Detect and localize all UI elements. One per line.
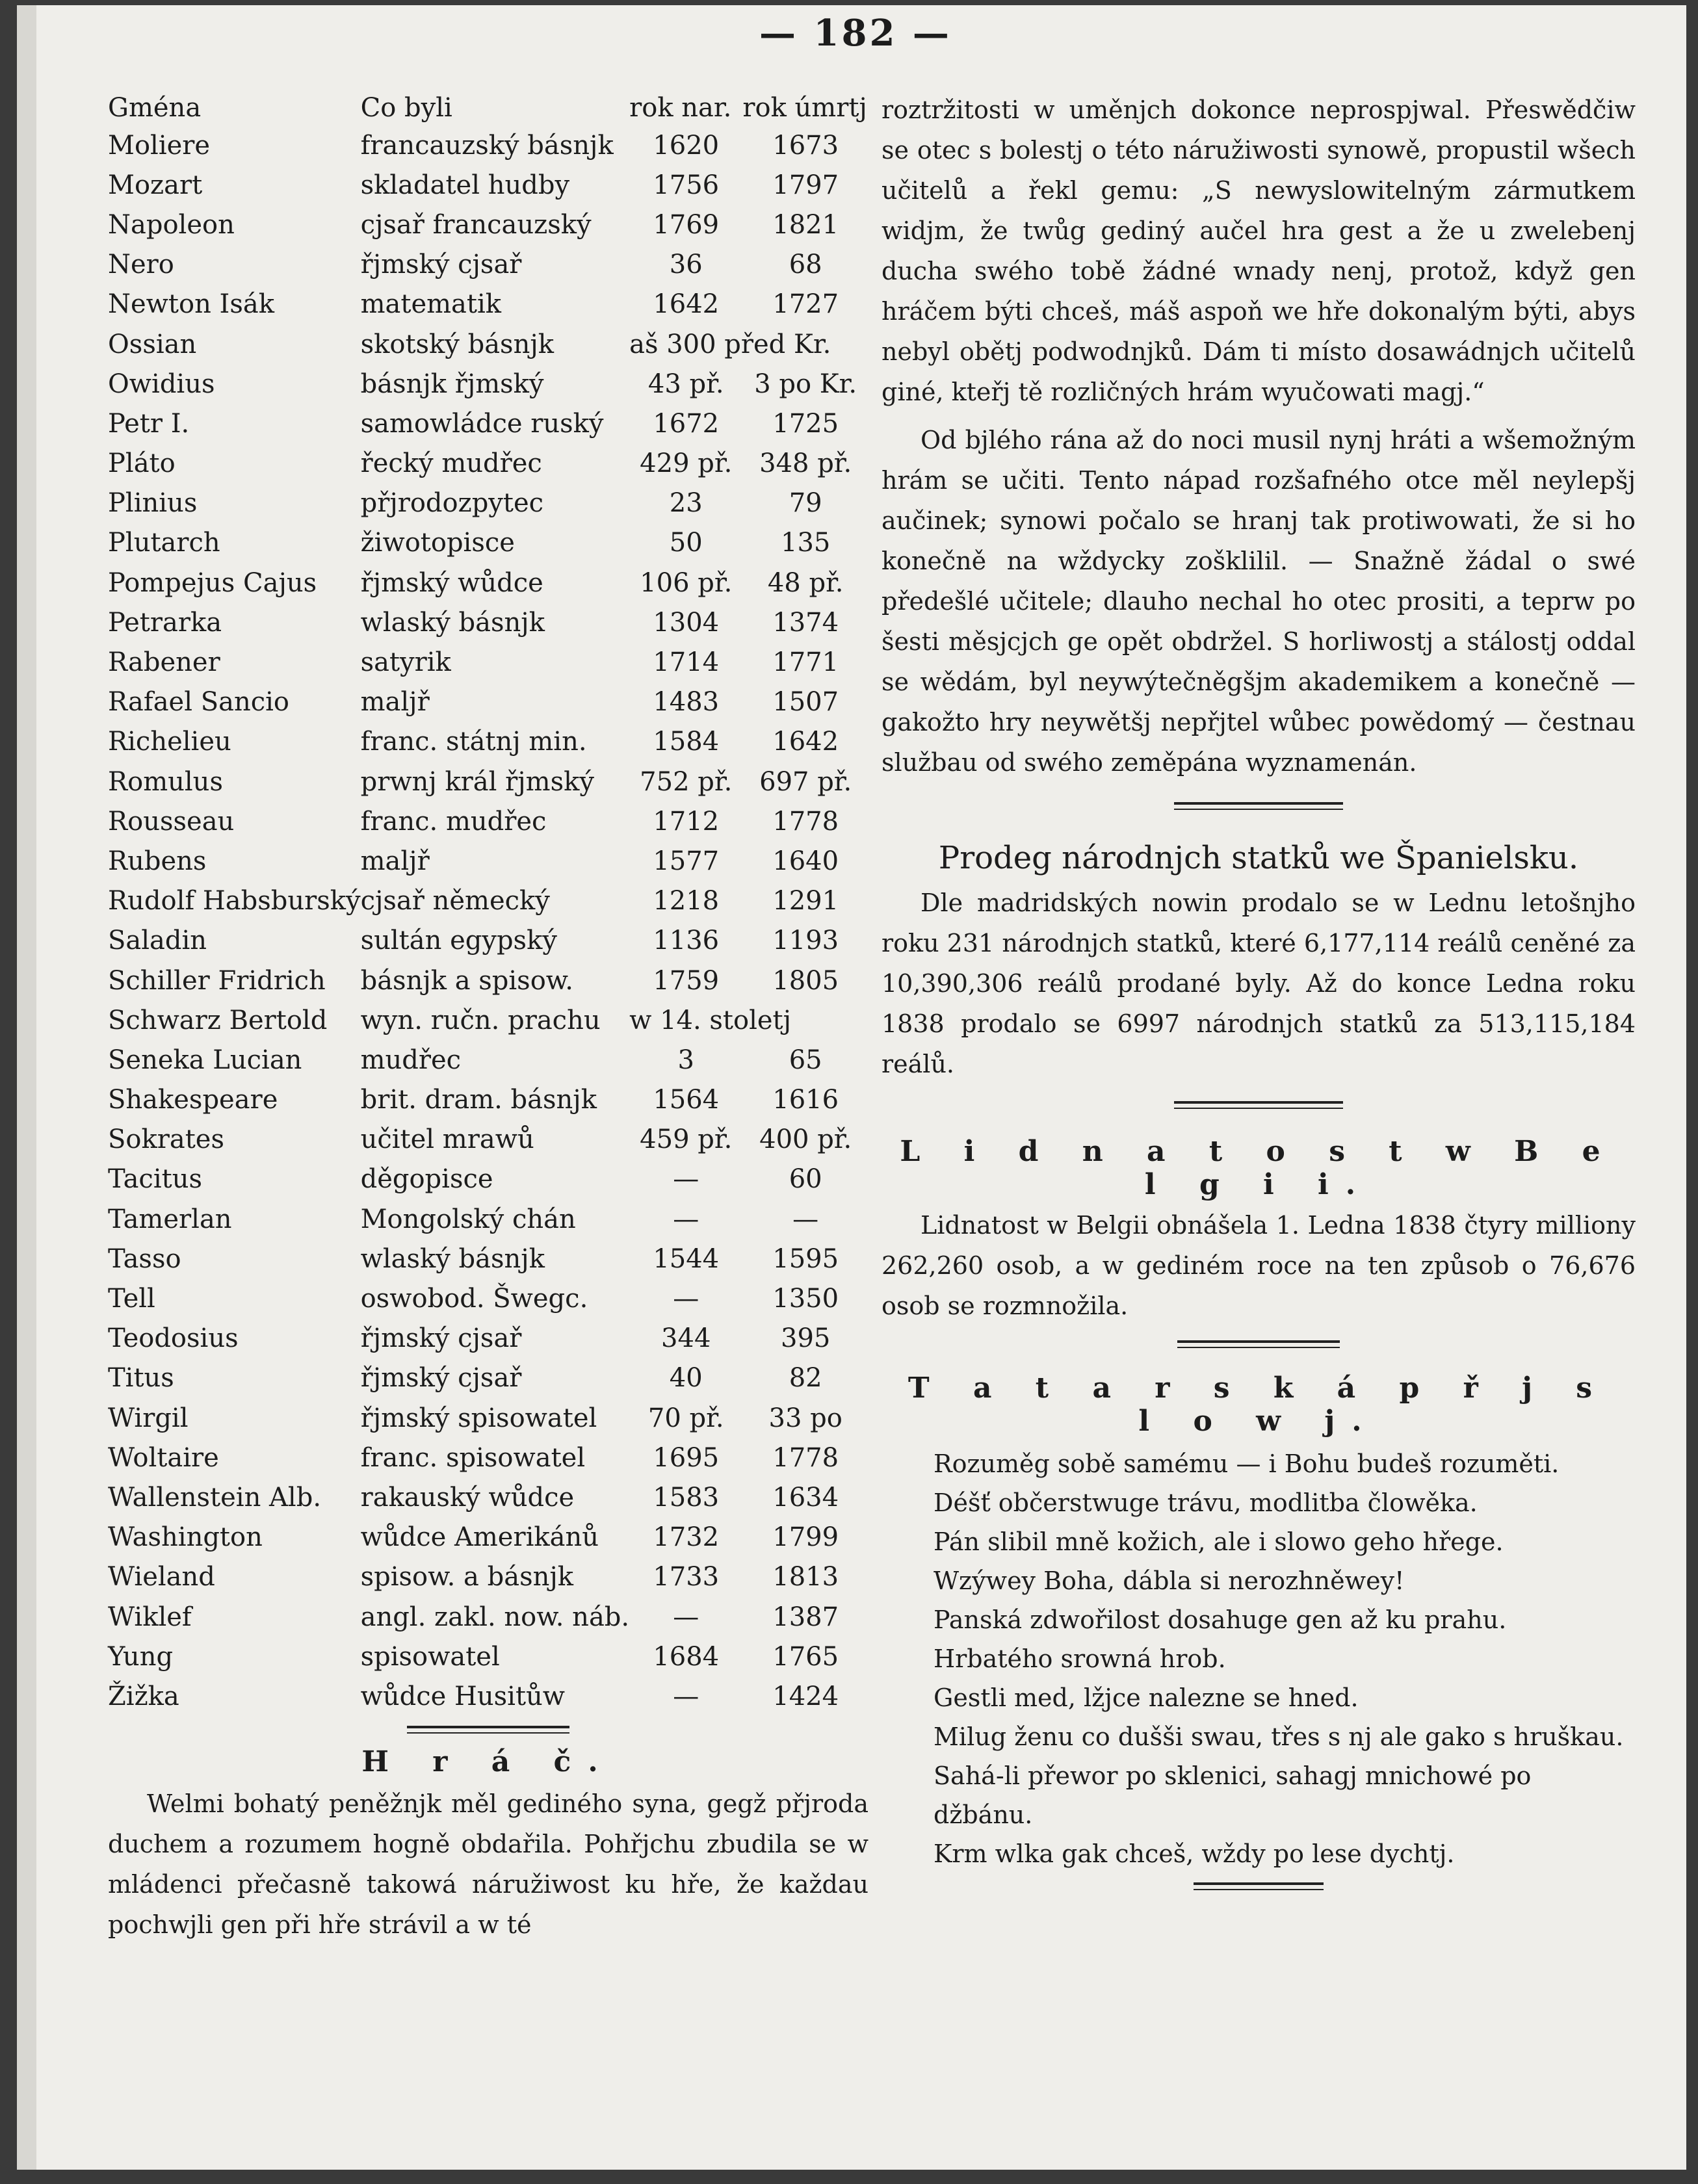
cell-name: Schiller Fridrich	[108, 965, 326, 996]
cell-name: Rabener	[108, 647, 220, 678]
cell-occupation: řecký mudřec	[360, 448, 542, 479]
cell-birth-year: 1732	[653, 1522, 720, 1553]
cell-birth-year: 3	[677, 1045, 694, 1075]
cell-name: Tamerlan	[108, 1204, 232, 1234]
cell-death-year: 1387	[772, 1602, 839, 1632]
table-row	[108, 484, 869, 523]
table-row	[108, 1080, 869, 1120]
cell-death-year: 400 př.	[759, 1124, 852, 1155]
newspaper-page	[17, 5, 1686, 2170]
cell-birth-year: 36	[669, 250, 703, 280]
section-rule	[1174, 802, 1343, 810]
cell-birth-year: 1577	[653, 846, 720, 876]
cell-death-year: 1771	[772, 647, 839, 678]
sale-text: Dle madridských nowin prodalo se w Lednu letošnjho roku 231 národnjch statků, které 6,177,114 reálů ceněné za 10,390,306 reálů prodané byly. Až do konce Ledna roku 1838 prodalo se 6997 národnjch statků za 513,115,184 reálů.	[882, 889, 1636, 1078]
proverb-item: Gestli med, lžjce nalezne se hned.	[934, 1684, 1359, 1712]
cell-occupation: satyrik	[360, 647, 451, 678]
table-row	[108, 1637, 869, 1676]
section-rule	[1177, 1340, 1340, 1348]
cell-occupation: skotský básnjk	[360, 329, 554, 359]
proverb-item: Sahá-li přewor po sklenici, sahagj mnichowé po džbánu.	[934, 1762, 1532, 1829]
cell-birth-year: 1695	[653, 1442, 720, 1473]
table-row	[108, 841, 869, 881]
cell-name: Yung	[108, 1641, 174, 1672]
table-row	[108, 1319, 869, 1358]
section-rule	[1194, 1882, 1324, 1890]
cell-name: Tasso	[108, 1243, 181, 1274]
cell-death-year: 1642	[772, 727, 839, 757]
cell-occupation: samowládce ruský	[360, 408, 604, 439]
cell-death-year: 1291	[772, 886, 839, 916]
proverb-item: Pán slibil mně kožich, ale i slowo geho hřege.	[934, 1528, 1504, 1556]
table-row	[108, 762, 869, 801]
cell-birth-year: w 14. stoletj	[629, 1005, 792, 1035]
cell-occupation: přjrodozpytec	[360, 488, 544, 519]
cell-occupation: řjmský cjsař	[360, 1323, 522, 1354]
cell-death-year: —	[792, 1204, 819, 1234]
header-occupation: Co byli	[360, 92, 452, 123]
cell-birth-year: 429 př.	[640, 448, 733, 479]
cell-occupation: prwnj král řjmský	[360, 766, 594, 797]
cell-name: Shakespeare	[108, 1085, 278, 1115]
cell-name: Tell	[108, 1284, 155, 1314]
cell-occupation: řjmský cjsař	[360, 1363, 522, 1394]
cell-name: Rudolf Habsburský	[108, 886, 361, 916]
cell-death-year: 135	[781, 528, 831, 558]
table-row	[108, 444, 869, 484]
cell-birth-year: 1483	[653, 687, 720, 718]
cell-death-year: 1727	[772, 289, 839, 320]
cell-birth-year: 1672	[653, 408, 720, 439]
cell-death-year: 697 př.	[759, 766, 852, 797]
cell-occupation: angl. zakl. now. náb.	[360, 1602, 630, 1632]
cell-birth-year: 1733	[653, 1562, 720, 1592]
cell-occupation: žiwotopisce	[360, 528, 515, 558]
table-row	[108, 364, 869, 404]
proverb-list	[882, 1444, 1636, 1873]
cell-occupation: oswobod. Šwegc.	[360, 1284, 588, 1314]
cell-death-year: 82	[789, 1363, 822, 1394]
cell-birth-year: 1564	[653, 1085, 720, 1115]
cell-death-year: 65	[789, 1045, 822, 1075]
cell-death-year: 1616	[772, 1085, 839, 1115]
cell-death-year: 48 př.	[767, 567, 844, 598]
scan-edge	[17, 5, 36, 2170]
table-row	[108, 165, 869, 205]
cell-occupation: Mongolský chán	[360, 1204, 576, 1234]
cell-death-year: 3 po Kr.	[754, 369, 857, 399]
cell-birth-year: 1136	[653, 926, 720, 956]
cell-occupation: wůdce Husitůw	[360, 1681, 566, 1711]
cell-birth-year: —	[673, 1602, 699, 1632]
header-death-year: rok úmrtj	[742, 92, 867, 123]
cell-birth-year: 43 př.	[647, 369, 724, 399]
cell-death-year: 1821	[772, 209, 839, 240]
table-row	[108, 125, 869, 165]
cell-death-year: 33 po	[768, 1403, 842, 1433]
cell-death-year: 1799	[772, 1522, 839, 1553]
cell-name: Sokrates	[108, 1124, 224, 1155]
cell-death-year: 68	[789, 250, 822, 280]
hrac-continuation: roztržitosti w uměnjch dokonce neprospjwal. Přeswědčiw se otec s bolestj o této náružiwosti synowě, propustil wšech učitelů a řekl gemu: „S newyslowitelným zármutkem widjm, že twůg gediný aučel hra gest a že u zwelebenj ducha swého tobě žádné wnady nenj, protož, když gen hráčem býti chceš, máš aspoň we hře dokonalým býti, abys nebyl obětj podwodnjků. Dám ti místo dosawádnjch učitelů giné, kteřj tě rozličných hrám wyučowati magj.“	[882, 96, 1636, 406]
table-row	[108, 1040, 869, 1080]
table-row	[108, 961, 869, 1000]
cell-occupation: rakauský wůdce	[360, 1482, 575, 1513]
cell-occupation: wlaský básnjk	[360, 607, 545, 638]
table-row	[108, 603, 869, 642]
cell-occupation: básnjk a spisow.	[360, 965, 573, 996]
cell-name: Petr I.	[108, 408, 190, 439]
cell-death-year: 395	[781, 1323, 831, 1354]
cell-birth-year: 1218	[653, 886, 720, 916]
proverb-item: Rozuměg sobě samému — i Bohu budeš rozuměti.	[934, 1450, 1560, 1478]
section-rule	[1174, 1101, 1343, 1109]
cell-death-year: 1797	[772, 170, 839, 200]
cell-name: Woltaire	[108, 1442, 219, 1473]
table-body	[108, 125, 869, 1717]
sale-title: Prodeg národnjch statků we Španielsku.	[938, 840, 1579, 876]
cell-occupation: maljř	[360, 846, 430, 876]
cell-occupation: řjmský wůdce	[360, 567, 543, 598]
cell-name: Ossian	[108, 329, 197, 359]
cell-birth-year: 40	[669, 1363, 703, 1394]
cell-death-year: 1424	[772, 1681, 839, 1711]
biography-table	[108, 90, 869, 1717]
belgium-text: Lidnatost w Belgii obnášela 1. Ledna 1838 čtyry milliony 262,260 osob, a w gediném roce na ten způsob o 76,676 osob se rozmnožila.	[882, 1211, 1636, 1320]
table-row	[108, 1239, 869, 1279]
cell-birth-year: 1756	[653, 170, 720, 200]
cell-name: Plinius	[108, 488, 198, 519]
cell-death-year: 1725	[772, 408, 839, 439]
cell-birth-year: 1714	[653, 647, 720, 678]
cell-occupation: maljř	[360, 687, 430, 718]
cell-name: Rafael Sancio	[108, 687, 290, 718]
table-row	[108, 245, 869, 285]
table-row	[108, 1000, 869, 1040]
cell-occupation: spisow. a básnjk	[360, 1562, 573, 1592]
cell-name: Richelieu	[108, 727, 231, 757]
cell-name: Seneka Lucian	[108, 1045, 302, 1075]
table-row	[108, 1518, 869, 1557]
cell-death-year: 1805	[772, 965, 839, 996]
cell-occupation: sultán egypský	[360, 926, 557, 956]
cell-name: Rousseau	[108, 806, 235, 837]
proverb-item: Milug ženu co dušši swau, třes s nj ale gako s hruškau.	[934, 1722, 1624, 1751]
section-rule	[407, 1726, 569, 1734]
cell-birth-year: 1544	[653, 1243, 720, 1274]
cell-birth-year: 1712	[653, 806, 720, 837]
table-row	[108, 1477, 869, 1517]
proverb-item: Hrbatého srowná hrob.	[934, 1644, 1226, 1673]
table-row	[108, 523, 869, 563]
cell-birth-year: 1642	[653, 289, 720, 320]
cell-occupation: cjsař německý	[360, 886, 550, 916]
cell-name: Schwarz Bertold	[108, 1005, 328, 1035]
hrac-paragraph-2: Od bjlého rána až do noci musil nynj hráti a wšemožným hrám se učiti. Tento nápad rozšafného otce měl neylepšj aučinek; synowi počalo se hranj tak protiwowati, že si ho konečně na wždycky zošklilil. — Snažně žádal o swé předešlé učitele; dlauho nechal ho otec prositi, a teprw po šesti měsjcjch ge opět obdržel. S horliwostj a stálostj oddal se wědám, byl neywýtečněgšjm akademikem a konečně — gakožto hry neywětšj nepřjtel wůbec powědomý — čestnau službau od swého zeměpána wyznamenán.	[882, 426, 1636, 777]
cell-occupation: učitel mrawů	[360, 1124, 534, 1155]
cell-birth-year: —	[673, 1284, 699, 1314]
cell-name: Pláto	[108, 448, 176, 479]
cell-name: Titus	[108, 1363, 174, 1394]
cell-name: Plutarch	[108, 528, 220, 558]
proverb-item: Panská zdwořilost dosahuge gen až ku prahu.	[934, 1606, 1507, 1634]
table-row	[108, 1160, 869, 1199]
cell-occupation: francauzský básnjk	[360, 130, 614, 161]
table-row	[108, 801, 869, 841]
hrac-title: H r á č.	[361, 1745, 615, 1778]
table-row	[108, 285, 869, 324]
cell-death-year: 1673	[772, 130, 839, 161]
cell-death-year: 1595	[772, 1243, 839, 1274]
cell-birth-year: 1769	[653, 209, 720, 240]
table-row	[108, 1597, 869, 1637]
cell-occupation: brit. dram. básnjk	[360, 1085, 597, 1115]
cell-occupation: děgopisce	[360, 1164, 493, 1195]
cell-death-year: 1778	[772, 1442, 839, 1473]
cell-death-year: 79	[789, 488, 822, 519]
table-row	[108, 1398, 869, 1438]
cell-birth-year: —	[673, 1204, 699, 1234]
cell-birth-year: 50	[669, 528, 703, 558]
cell-occupation: cjsař francauzský	[360, 209, 592, 240]
cell-occupation: wůdce Amerikánů	[360, 1522, 599, 1553]
cell-birth-year: 70 př.	[647, 1403, 724, 1433]
cell-birth-year: 344	[661, 1323, 711, 1354]
table-row	[108, 642, 869, 682]
cell-death-year: 60	[789, 1164, 822, 1195]
table-row	[108, 722, 869, 762]
cell-occupation: franc. spisowatel	[360, 1442, 586, 1473]
header-name: Gména	[108, 92, 202, 123]
proverb-item: Krm wlka gak chceš, wždy po lese dychtj.	[934, 1840, 1455, 1868]
cell-name: Newton Isák	[108, 289, 274, 320]
left-column	[108, 90, 869, 1945]
cell-birth-year: —	[673, 1164, 699, 1195]
belgium-title: L i d n a t o s t w B e l g i i.	[900, 1135, 1617, 1201]
table-header-row	[108, 90, 869, 125]
cell-death-year: 1634	[772, 1482, 839, 1513]
cell-occupation: franc. státnj min.	[360, 727, 587, 757]
cell-death-year: 348 př.	[759, 448, 852, 479]
proverb-item: Déšť občerstwuge trávu, modlitba člowěka.	[934, 1488, 1478, 1517]
table-row	[108, 1557, 869, 1597]
cell-name: Rubens	[108, 846, 207, 876]
cell-death-year: 1813	[772, 1562, 839, 1592]
cell-death-year: 1193	[772, 926, 839, 956]
cell-name: Wirgil	[108, 1403, 189, 1433]
cell-birth-year: 1759	[653, 965, 720, 996]
table-row	[108, 881, 869, 921]
cell-name: Mozart	[108, 170, 203, 200]
cell-birth-year: 23	[669, 488, 703, 519]
cell-death-year: 1765	[772, 1641, 839, 1672]
table-row	[108, 324, 869, 364]
cell-birth-year: 1620	[653, 130, 720, 161]
cell-name: Žižka	[108, 1681, 179, 1711]
cell-death-year: 1507	[772, 687, 839, 718]
cell-occupation: mudřec	[360, 1045, 462, 1075]
table-row	[108, 1199, 869, 1239]
cell-name: Wiklef	[108, 1602, 192, 1632]
table-row	[108, 682, 869, 722]
cell-birth-year: 1684	[653, 1641, 720, 1672]
cell-death-year: 1350	[772, 1284, 839, 1314]
table-row	[108, 404, 869, 443]
cell-death-year: 1374	[772, 607, 839, 638]
table-row	[108, 1676, 869, 1716]
cell-birth-year: 1584	[653, 727, 720, 757]
cell-birth-year: 459 př.	[640, 1124, 733, 1155]
table-row	[108, 1438, 869, 1477]
header-birth-year: rok nar.	[629, 92, 732, 123]
hrac-text: Welmi bohatý peněžnjk měl gediného syna, gegž přjroda duchem a rozumem hogně obdařila. Pohřjchu zbudila se w mládenci přečasně takowá náružiwost ku hře, že každau pochwjli gen při hře strávil a w té	[108, 1789, 869, 1939]
table-row	[108, 1358, 869, 1398]
cell-name: Moliere	[108, 130, 211, 161]
cell-name: Washington	[108, 1522, 263, 1553]
cell-name: Teodosius	[108, 1323, 239, 1354]
table-row	[108, 1279, 869, 1318]
proverb-item: Wzýwey Boha, dábla si nerozhněwey!	[934, 1566, 1405, 1595]
proverbs-title: T a t a r s k á p ř j s l o w j.	[908, 1372, 1610, 1438]
cell-birth-year: 106 př.	[640, 567, 733, 598]
cell-occupation: franc. mudřec	[360, 806, 547, 837]
cell-occupation: řjmský spisowatel	[360, 1403, 597, 1433]
cell-occupation: spisowatel	[360, 1641, 500, 1672]
cell-occupation: řjmský cjsař	[360, 250, 522, 280]
cell-name: Pompejus Cajus	[108, 567, 317, 598]
table-row	[108, 921, 869, 961]
right-column	[882, 90, 1636, 1890]
cell-death-year: 1778	[772, 806, 839, 837]
cell-birth-year: 1583	[653, 1482, 720, 1513]
cell-name: Saladin	[108, 926, 207, 956]
table-row	[108, 563, 869, 603]
cell-occupation: skladatel hudby	[360, 170, 570, 200]
cell-death-year: 1640	[772, 846, 839, 876]
table-row	[108, 205, 869, 244]
cell-name: Nero	[108, 250, 174, 280]
cell-name: Wieland	[108, 1562, 215, 1592]
cell-name: Romulus	[108, 766, 223, 797]
cell-birth-year: aš 300 před Kr.	[629, 329, 831, 359]
cell-name: Wallenstein Alb.	[108, 1482, 322, 1513]
cell-occupation: wlaský básnjk	[360, 1243, 545, 1274]
cell-birth-year: —	[673, 1681, 699, 1711]
cell-name: Petrarka	[108, 607, 222, 638]
cell-occupation: matematik	[360, 289, 501, 320]
cell-name: Napoleon	[108, 209, 235, 240]
cell-occupation: wyn. ručn. prachu	[360, 1005, 601, 1035]
page-number: — 182 —	[759, 12, 952, 55]
cell-name: Owidius	[108, 369, 215, 399]
table-row	[108, 1120, 869, 1160]
cell-birth-year: 1304	[653, 607, 720, 638]
cell-name: Tacitus	[108, 1164, 202, 1195]
cell-occupation: básnjk řjmský	[360, 369, 544, 399]
cell-birth-year: 752 př.	[640, 766, 733, 797]
